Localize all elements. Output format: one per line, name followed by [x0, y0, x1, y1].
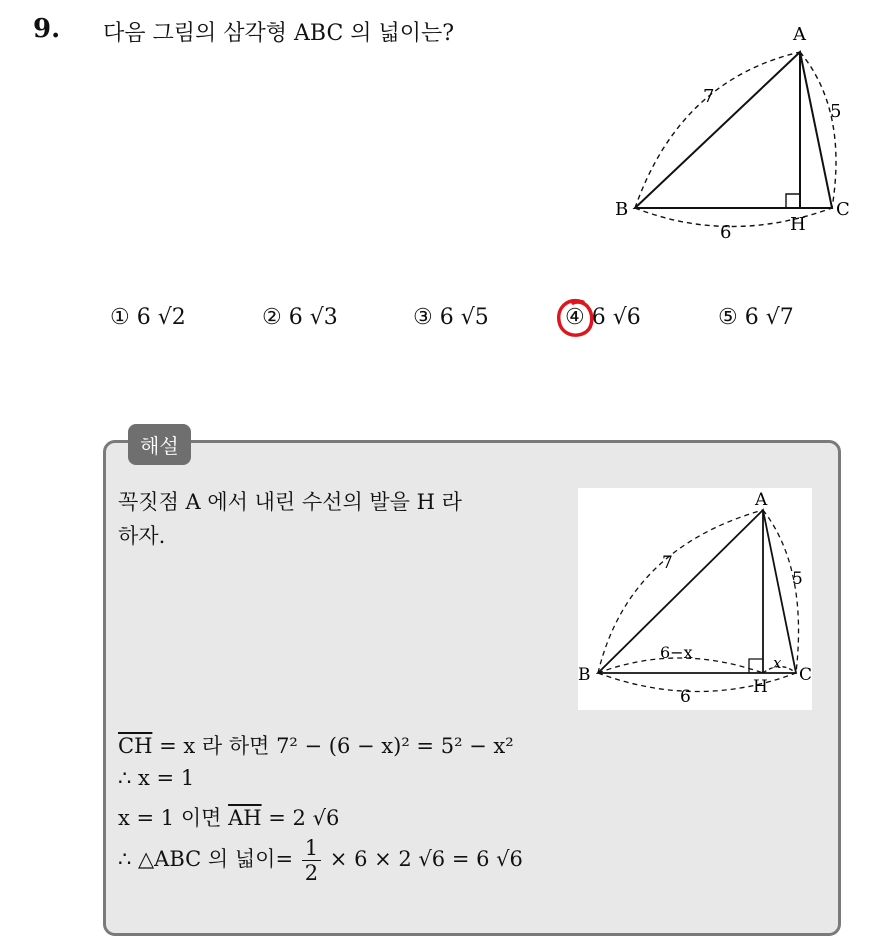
- label-b: B: [615, 199, 629, 220]
- fraction-half: $\frac{1}{2}$: [302, 836, 321, 885]
- question-text: 다음 그림의 삼각형 ABC 의 넓이는?: [103, 21, 455, 46]
- solution-line1: $\overline{CH} = x$ 라 하면 7² − (6 − x)² = 5² − x²: [118, 734, 514, 758]
- segment-ah: $\overline{AH}$: [228, 806, 262, 830]
- solution-line4: ∴ △ABC 의 넓이= $\frac{1}{2}$ × 6 × 2 √6 = 6 √6: [118, 836, 523, 885]
- label-c: C: [836, 199, 850, 220]
- label2-b: B: [578, 665, 591, 685]
- choice-3[interactable]: ③ 6 √5: [413, 305, 489, 330]
- solution-intro-line1: 꼭짓점 A 에서 내린 수선의 발을 H 라: [118, 490, 462, 514]
- triangle-figure: [610, 20, 860, 250]
- choice-4[interactable]: ④ 6 √6: [565, 305, 641, 330]
- solution-intro-line2: 하자.: [118, 524, 166, 548]
- triangle-abc: [635, 52, 832, 208]
- label-side-bc: 6: [720, 222, 732, 243]
- label2-h: H: [753, 677, 768, 697]
- right-angle-mark-2: [749, 659, 763, 673]
- solution-line3: x = 1 이면 $\overline{AH} = 2$ √6: [118, 806, 340, 830]
- label-side-ac: 5: [830, 101, 842, 122]
- label2-seg-bh: 6−x: [660, 643, 693, 662]
- label-side-ab: 7: [703, 86, 715, 107]
- segment-ch: $\overline{CH}$: [118, 734, 153, 758]
- label2-side-bc: 6: [680, 687, 691, 707]
- choice-2[interactable]: ② 6 √3: [262, 305, 338, 330]
- label2-a: A: [755, 490, 768, 510]
- right-angle-mark: [786, 194, 800, 208]
- label2-seg-hc: x: [773, 654, 782, 672]
- label2-side-ac: 5: [792, 569, 803, 589]
- label2-c: C: [799, 665, 812, 685]
- solution-line2: ∴ x = 1: [118, 766, 195, 790]
- answer-circle-mark: [553, 294, 597, 344]
- label-a: A: [793, 24, 806, 45]
- solution-tag: 해설: [128, 424, 191, 465]
- choice-5[interactable]: ⑤ 6 √7: [718, 305, 794, 330]
- triangle2-abc: [598, 510, 796, 673]
- label-h: H: [790, 214, 806, 235]
- label2-side-ab: 7: [662, 553, 673, 573]
- solution-triangle-figure: [578, 488, 812, 710]
- question-number: 9.: [33, 14, 61, 44]
- choice-1[interactable]: ① 6 √2: [110, 305, 186, 330]
